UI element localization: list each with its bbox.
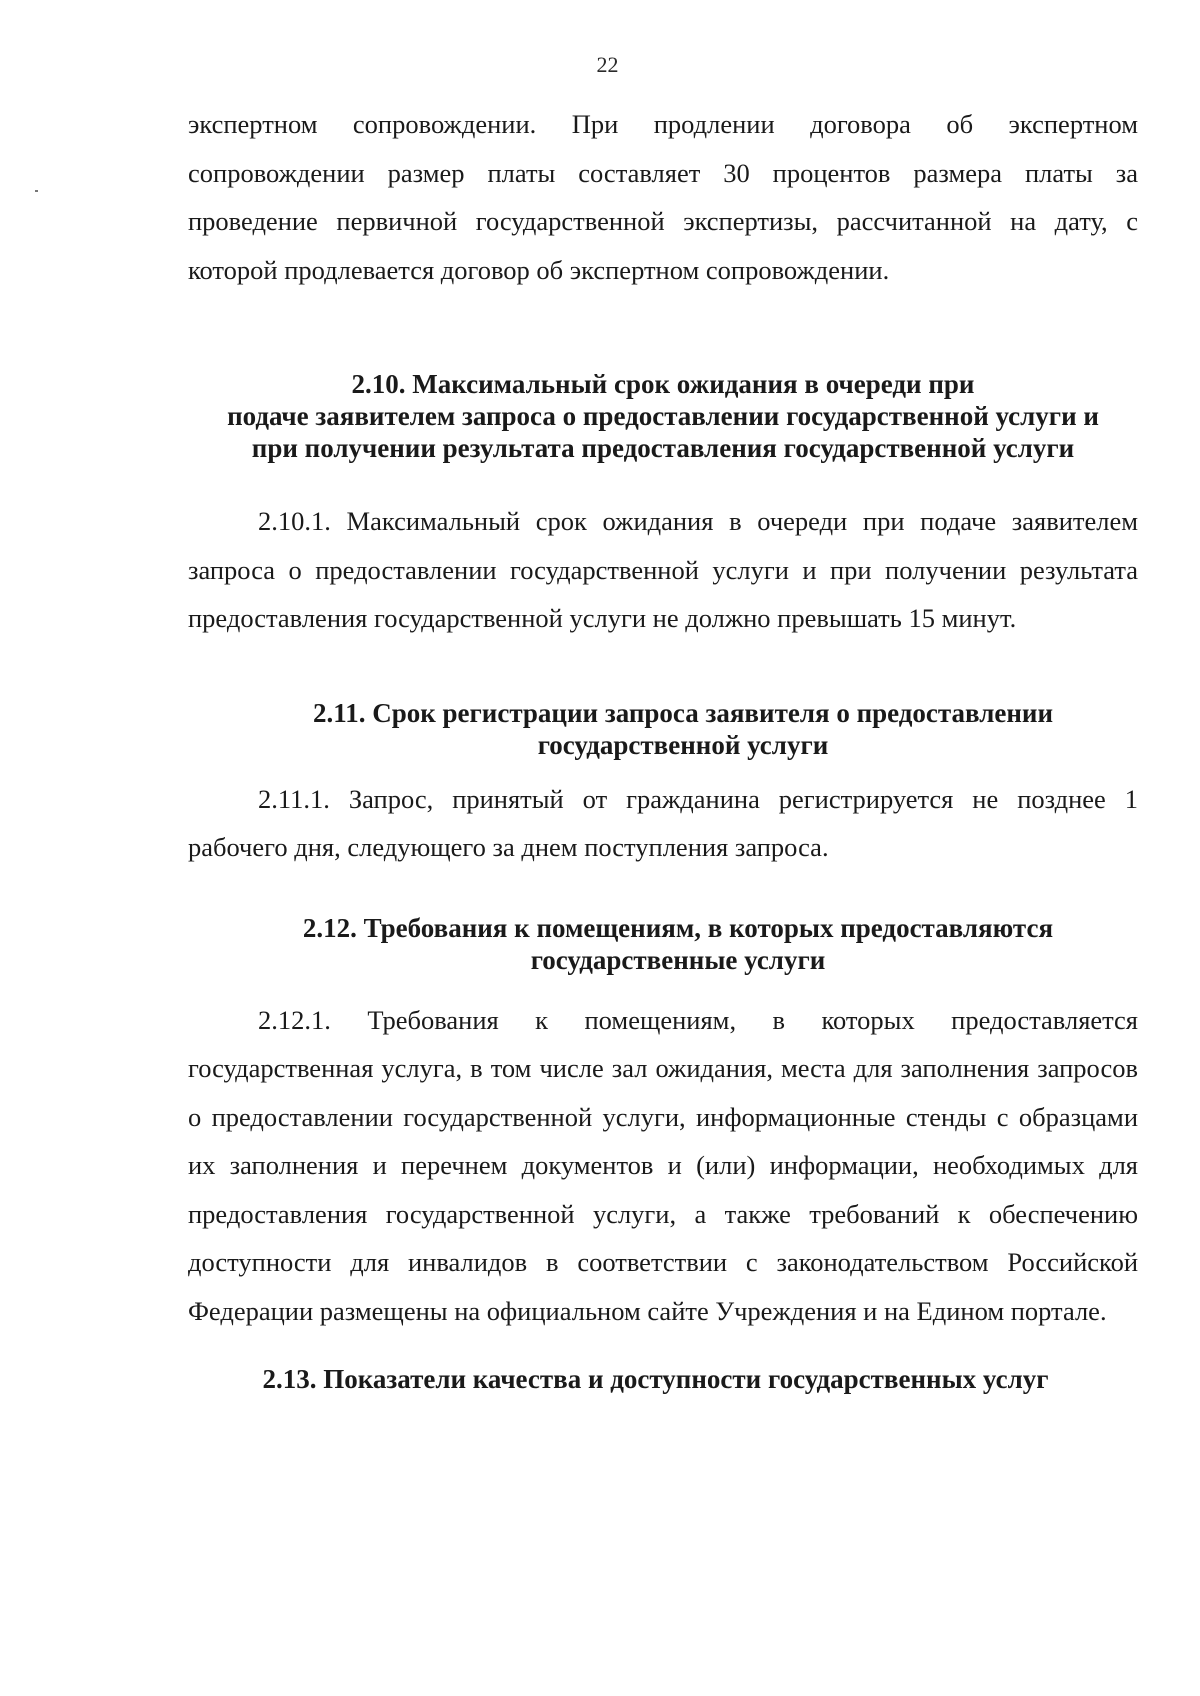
heading-line: 2.11. Срок регистрации запроса заявителя о предоставлении (312, 697, 1054, 728)
section-2-10-paragraph: 2.10.1. Максимальный срок ожидания в очереди при подаче заявителем запроса о предоставлении государственной услуги и при получении результата предоставления государственной услуги не должно превышать 15 минут. (188, 506, 1138, 633)
heading-line: при получении результата предоставления государственной услуги (251, 433, 1075, 463)
scan-artifact-mark (35, 190, 38, 192)
page-number: 22 (596, 52, 619, 77)
heading-line: подаче заявителем запроса о предоставлении государственной услуги и (227, 401, 1099, 431)
heading-line: государственной услуги (537, 729, 829, 760)
section-2-10-heading (188, 368, 1138, 464)
section-2-11-paragraph: 2.11.1. Запрос, принятый от гражданина регистрируется не позднее 1 рабочего дня, следующего за днем поступления запроса. (188, 783, 1138, 862)
heading-line: государственные услуги (530, 944, 826, 975)
section-2-11-heading (188, 697, 1138, 761)
page-content (188, 100, 1138, 1395)
section-2-12-heading (188, 912, 1138, 976)
section-2-13-heading (188, 1363, 1138, 1395)
heading-line: 2.12. Требования к помещениям, в которых предоставляются (302, 912, 1054, 943)
section-2-12-paragraph: 2.12.1. Требования к помещениям, в которых предоставляется государственная услуга, в том числе зал ожидания, места для заполнения запросов о предоставлении государственной услуги, информационные стенды с образцами их заполнения и перечнем документов и (или) информации, необходимых для предоставления государственной услуги, а также требований к обеспечению доступности для инвалидов в соответствии с законодательством Российской Федерации размещены на официальном сайте Учреждения и на Едином портале. (188, 1004, 1138, 1326)
heading-line: 2.10. Максимальный срок ожидания в очереди при (351, 369, 975, 399)
heading-line: 2.13. Показатели качества и доступности государственных услуг (262, 1364, 1049, 1394)
intro-paragraph: экспертном сопровождении. При продлении договора об экспертном сопровождении размер платы составляет 30 процентов размера платы за проведение первичной государственной экспертизы, рассчитанной на дату, с которой продлевается договор об экспертном сопровождении. (188, 109, 1138, 285)
